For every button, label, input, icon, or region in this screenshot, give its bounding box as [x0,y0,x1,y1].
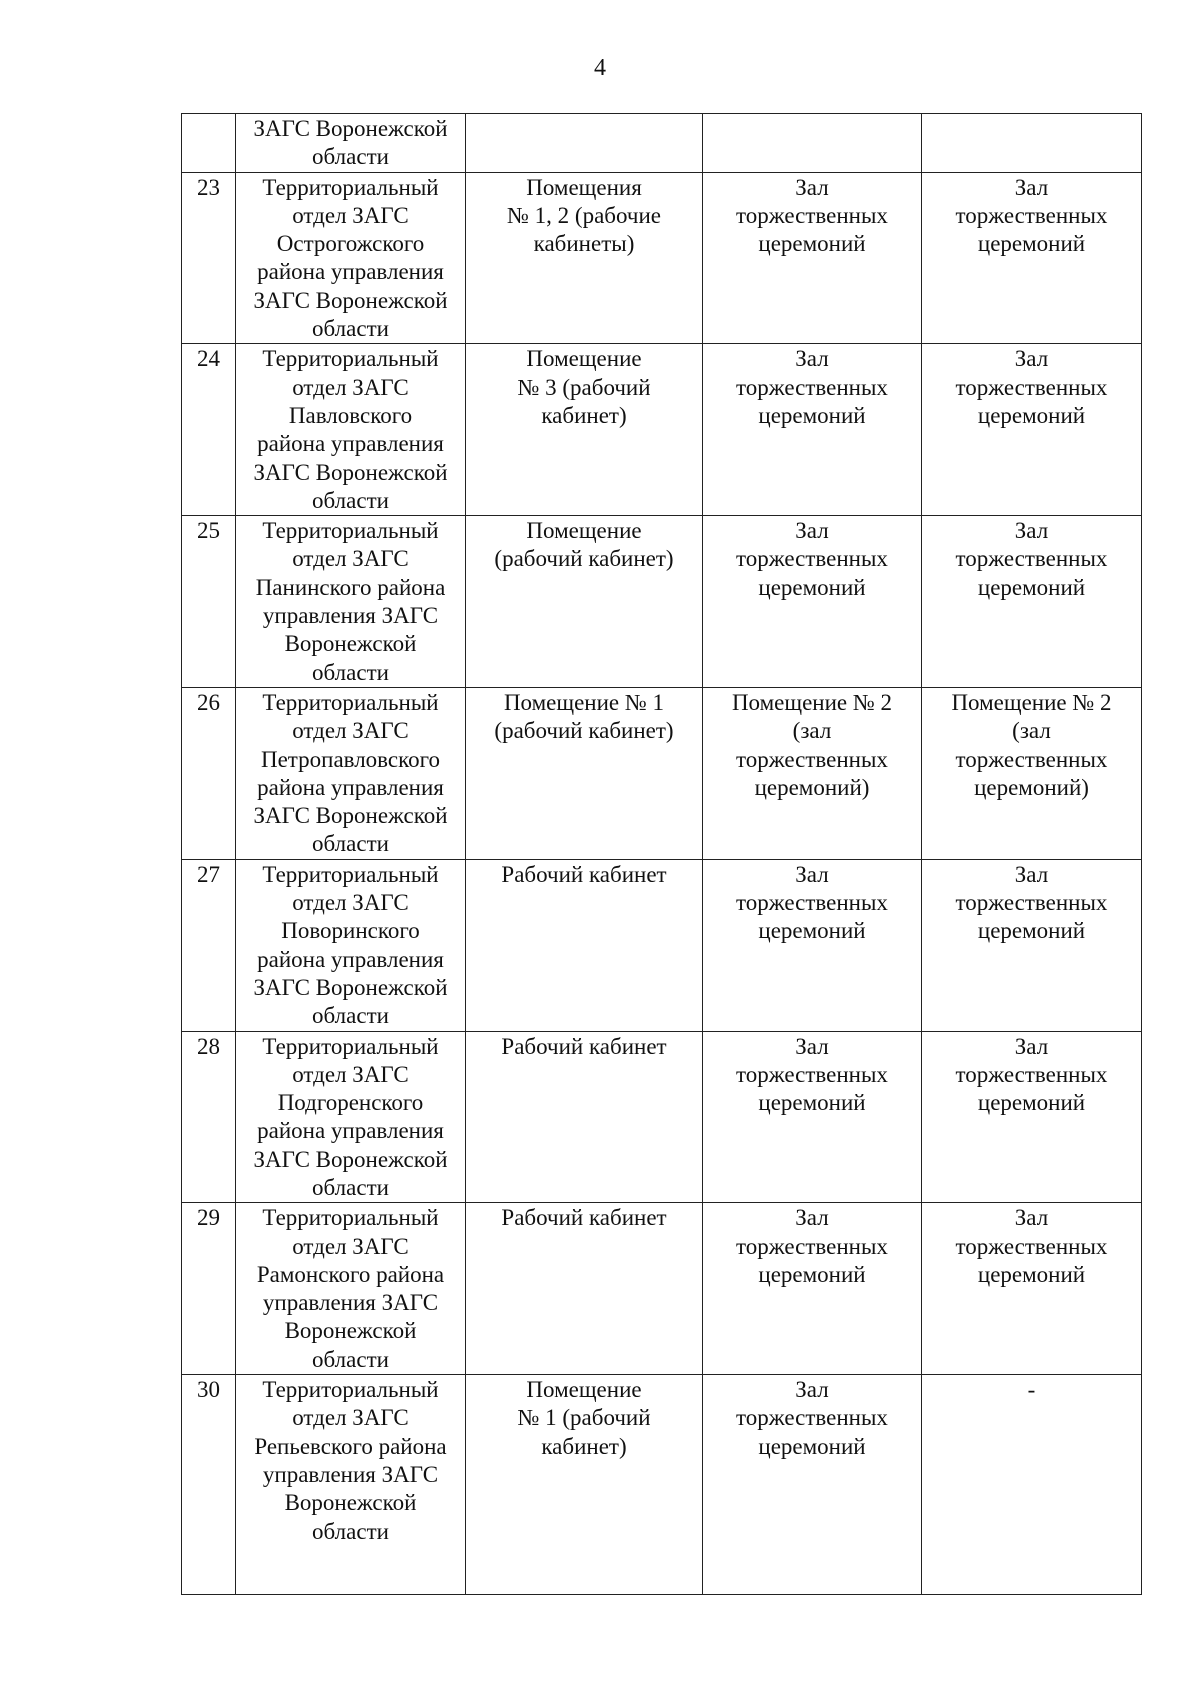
table-row-continuation [182,114,1142,173]
office-name-cell: Территориальный отдел ЗАГС Рамонского района управления ЗАГС Воронежской области [236,1203,466,1375]
row-number-cell: 26 [182,687,236,859]
table-row [182,172,1142,344]
column3-cell: Зал торжественных церемоний [703,1375,922,1595]
row-number-cell: 29 [182,1203,236,1375]
row-number-cell: 28 [182,1031,236,1203]
table-row [182,1031,1142,1203]
table-row [182,1203,1142,1375]
table-row [182,1375,1142,1595]
column2-cell: Помещение № 3 (рабочий кабинет) [466,344,703,516]
column2-cell: Помещение (рабочий кабинет) [466,516,703,688]
rooms-table [181,113,1142,1595]
office-name-cell: Территориальный отдел ЗАГС Репьевского района управления ЗАГС Воронежской области [236,1375,466,1595]
column4-cell [922,114,1142,173]
column4-cell: Помещение № 2 (зал торжественных церемоний) [922,687,1142,859]
row-number-cell: 23 [182,172,236,344]
column3-cell: Зал торжественных церемоний [703,172,922,344]
column2-cell: Рабочий кабинет [466,1031,703,1203]
table-row [182,687,1142,859]
column3-cell [703,114,922,173]
table-row [182,344,1142,516]
office-name-cell: Территориальный отдел ЗАГС Павловского района управления ЗАГС Воронежской области [236,344,466,516]
column3-cell: Зал торжественных церемоний [703,1031,922,1203]
row-number-cell: 25 [182,516,236,688]
column3-cell: Зал торжественных церемоний [703,1203,922,1375]
column2-cell: Помещение № 1 (рабочий кабинет) [466,1375,703,1595]
office-name-cell: Территориальный отдел ЗАГС Петропавловского района управления ЗАГС Воронежской области [236,687,466,859]
column3-cell: Зал торжественных церемоний [703,344,922,516]
office-name-cell: Территориальный отдел ЗАГС Поворинского района управления ЗАГС Воронежской области [236,859,466,1031]
column4-cell: Зал торжественных церемоний [922,859,1142,1031]
column3-cell: Помещение № 2 (зал торжественных церемоний) [703,687,922,859]
office-name-cell: Территориальный отдел ЗАГС Панинского района управления ЗАГС Воронежской области [236,516,466,688]
column2-cell: Рабочий кабинет [466,1203,703,1375]
row-number-cell: 24 [182,344,236,516]
column3-cell: Зал торжественных церемоний [703,516,922,688]
column2-cell [466,114,703,173]
table-row [182,859,1142,1031]
column4-cell: Зал торжественных церемоний [922,1203,1142,1375]
column3-cell: Зал торжественных церемоний [703,859,922,1031]
office-name-cell: Территориальный отдел ЗАГС Острогожского района управления ЗАГС Воронежской области [236,172,466,344]
column4-cell: Зал торжественных церемоний [922,516,1142,688]
table-row [182,516,1142,688]
office-name-cell: ЗАГС Воронежской области [236,114,466,173]
page-number: 4 [594,55,606,81]
column2-cell: Помещения № 1, 2 (рабочие кабинеты) [466,172,703,344]
column4-cell: Зал торжественных церемоний [922,1031,1142,1203]
column2-cell: Помещение № 1 (рабочий кабинет) [466,687,703,859]
row-number-cell [182,114,236,173]
column4-cell: Зал торжественных церемоний [922,172,1142,344]
office-name-cell: Территориальный отдел ЗАГС Подгоренского района управления ЗАГС Воронежской области [236,1031,466,1203]
row-number-cell: 27 [182,859,236,1031]
column4-cell: Зал торжественных церемоний [922,344,1142,516]
column2-cell: Рабочий кабинет [466,859,703,1031]
column4-cell: - [922,1375,1142,1595]
row-number-cell: 30 [182,1375,236,1595]
